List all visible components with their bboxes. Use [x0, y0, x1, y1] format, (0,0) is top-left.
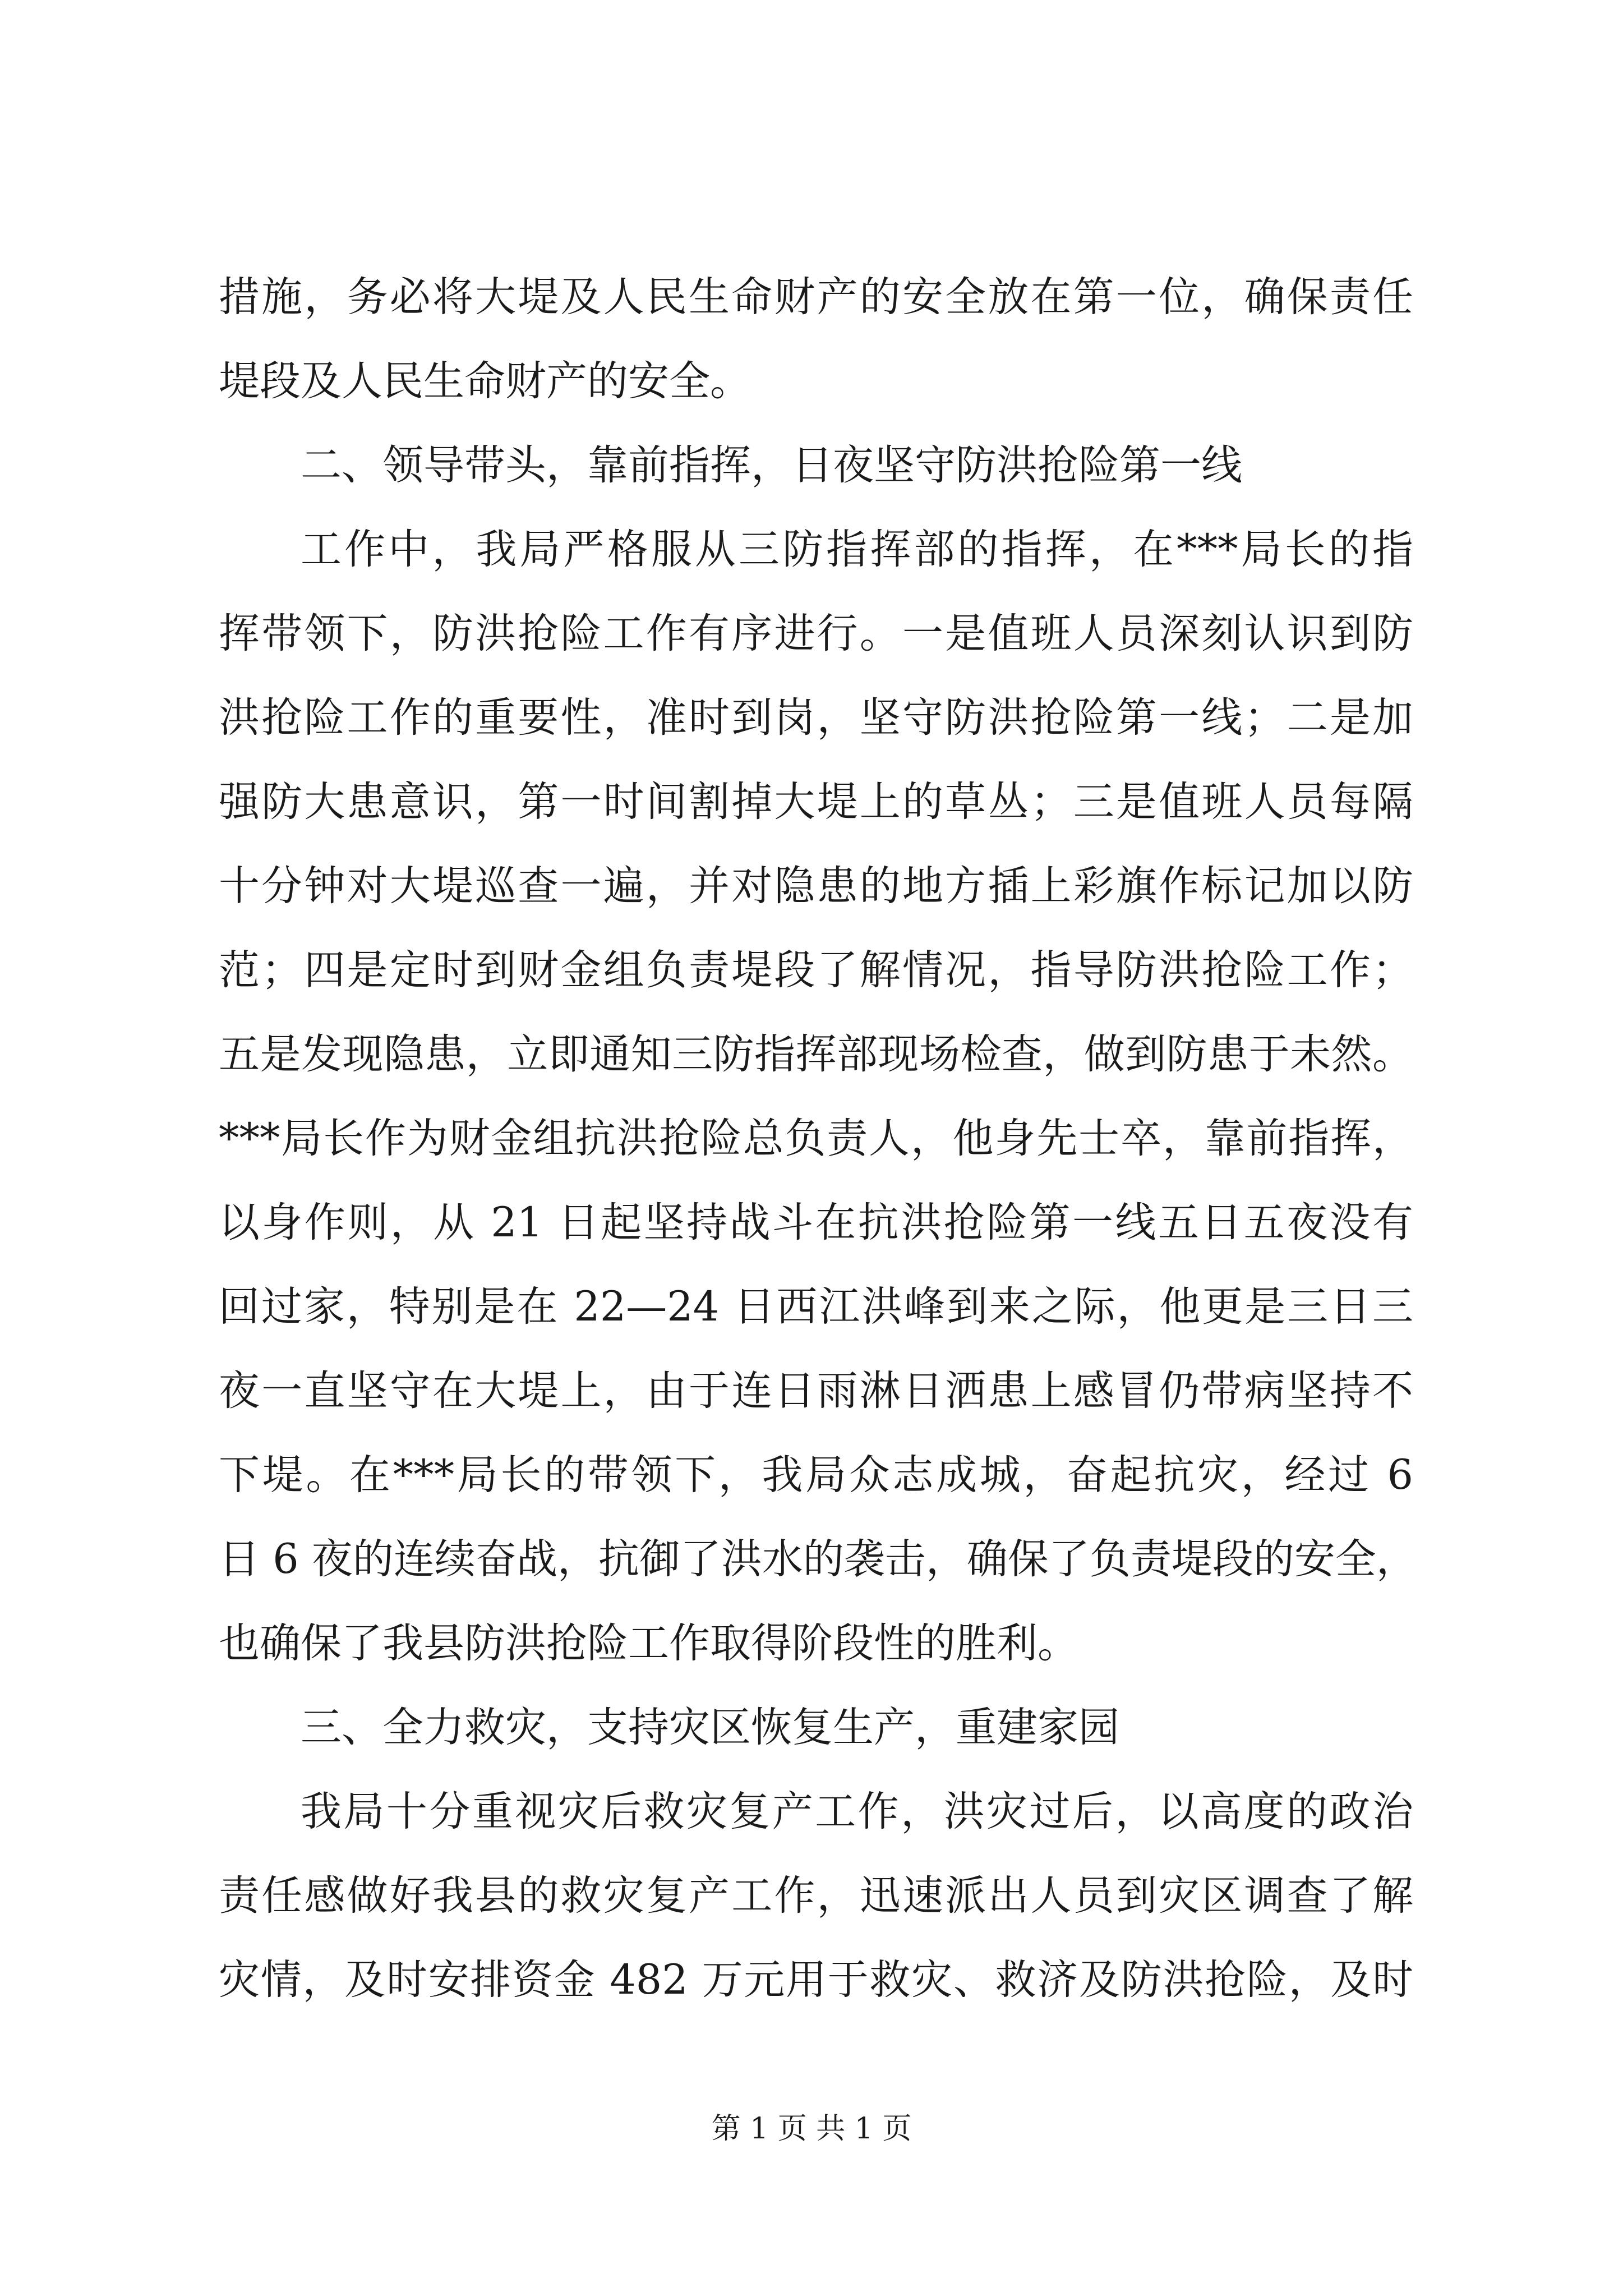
body-line: 日 6 夜的连续奋战，抗御了洪水的袭击，确保了负责堤段的安全，: [219, 1535, 1417, 1583]
body-line: ***局长作为财金组抗洪抢险总负责人，他身先士卒，靠前指挥，: [219, 1115, 1413, 1162]
section-heading: 三、全力救灾，支持灾区恢复生产，重建家园: [301, 1704, 1119, 1751]
page-footer: 第 1 页 共 1 页: [711, 2112, 912, 2146]
body-line: 范；四是定时到财金组负责堤段了解情况，指导防洪抢险工作；: [219, 946, 1413, 994]
body-line: 挥带领下，防洪抢险工作有序进行。一是值班人员深刻认识到防: [219, 610, 1413, 657]
body-line: 回过家，特别是在 22—24 日西江洪峰到来之际，他更是三日三: [219, 1283, 1413, 1331]
body-line: 灾情，及时安排资金 482 万元用于救灾、救济及防洪抢险，及时: [219, 1956, 1413, 2004]
body-line: 堤段及人民生命财产的安全。: [219, 357, 751, 405]
body-line: 下堤。在***局长的带领下，我局众志成城，奋起抗灾，经过 6: [219, 1451, 1413, 1499]
body-line: 洪抢险工作的重要性，准时到岗，坚守防洪抢险第一线；二是加: [219, 694, 1413, 742]
body-line: 夜一直坚守在大堤上，由于连日雨淋日洒患上感冒仍带病坚持不: [219, 1367, 1413, 1415]
body-line: 五是发现隐患，立即通知三防指挥部现场检查，做到防患于未然。: [219, 1030, 1413, 1078]
body-line: 也确保了我县防洪抢险工作取得阶段性的胜利。: [219, 1619, 1078, 1667]
body-line: 我局十分重视灾后救灾复产工作，洪灾过后，以高度的政治: [301, 1788, 1413, 1835]
body-line: 工作中，我局严格服从三防指挥部的指挥，在***局长的指: [301, 526, 1413, 573]
body-line: 强防大患意识，第一时间割掉大堤上的草丛；三是值班人员每隔: [219, 778, 1413, 826]
body-line: 以身作则，从 21 日起坚持战斗在抗洪抢险第一线五日五夜没有: [219, 1199, 1413, 1246]
document-body: [219, 255, 1417, 2022]
body-line: 十分钟对大堤巡查一遍，并对隐患的地方插上彩旗作标记加以防: [219, 862, 1413, 910]
body-line: 责任感做好我县的救灾复产工作，迅速派出人员到灾区调查了解: [219, 1872, 1413, 1920]
body-line: 措施，务必将大堤及人民生命财产的安全放在第一位，确保责任: [219, 273, 1413, 321]
section-heading: 二、领导带头，靠前指挥，日夜坚守防洪抢险第一线: [301, 441, 1242, 489]
